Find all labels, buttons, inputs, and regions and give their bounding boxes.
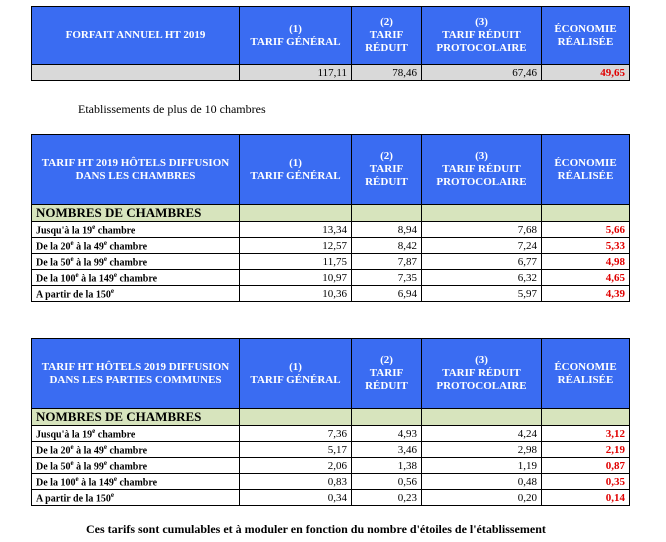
section-label: NOMBRES DE CHAMBRES bbox=[32, 409, 240, 426]
col-header-economie: ÉCONOMIE RÉALISÉE bbox=[542, 7, 630, 65]
value-economie: 5,33 bbox=[542, 238, 630, 254]
col-header-economie: ÉCONOMIE RÉALISÉE bbox=[542, 135, 630, 205]
section-filler bbox=[352, 205, 422, 222]
value-reduit: 0,56 bbox=[352, 474, 422, 490]
value-economie: 4,98 bbox=[542, 254, 630, 270]
value-protocolaire: 0,48 bbox=[422, 474, 542, 490]
col-header-economie: ÉCONOMIE RÉALISÉE bbox=[542, 339, 630, 409]
value-reduit: 1,38 bbox=[352, 458, 422, 474]
table3-body bbox=[32, 426, 630, 506]
row-label: Jusqu'à la 19e chambre bbox=[32, 222, 240, 238]
col-header-tarif-protocolaire: (3) TARIF RÉDUIT PROTOCOLAIRE bbox=[422, 339, 542, 409]
value-economie: 3,12 bbox=[542, 426, 630, 442]
value-economie: 2,19 bbox=[542, 442, 630, 458]
table-row bbox=[32, 442, 630, 458]
value-reduit: 3,46 bbox=[352, 442, 422, 458]
row-label: De la 20e à la 49e chambre bbox=[32, 238, 240, 254]
row-label: De la 50e à la 99e chambre bbox=[32, 254, 240, 270]
value-protocolaire: 7,68 bbox=[422, 222, 542, 238]
section-filler bbox=[422, 205, 542, 222]
value-economie: 0,35 bbox=[542, 474, 630, 490]
col-header-tarif-general: (1) TARIF GÉNÉRAL bbox=[240, 7, 352, 65]
table2-title: TARIF HT 2019 HÔTELS DIFFUSION DANS LES CHAMBRES bbox=[32, 135, 240, 205]
section-filler bbox=[240, 409, 352, 426]
establishment-note: Etablissements de plus de 10 chambres bbox=[78, 102, 266, 116]
footer-note: Ces tarifs sont cumulables et à moduler en fonction du nombre d'étoiles de l'établissement bbox=[86, 522, 546, 536]
value-reduit: 7,87 bbox=[352, 254, 422, 270]
row-label: A partir de la 150e bbox=[32, 490, 240, 506]
col-header-tarif-general: (1) TARIF GÉNÉRAL bbox=[240, 339, 352, 409]
table1-value-protocolaire: 67,46 bbox=[422, 65, 542, 81]
col-header-tarif-protocolaire: (3) TARIF RÉDUIT PROTOCOLAIRE bbox=[422, 7, 542, 65]
value-general: 10,36 bbox=[240, 286, 352, 302]
table1-value-reduit: 78,46 bbox=[352, 65, 422, 81]
table-row bbox=[32, 238, 630, 254]
row-label: De la 50e à la 99e chambre bbox=[32, 458, 240, 474]
col-header-tarif-reduit: (2) TARIF RÉDUIT bbox=[352, 135, 422, 205]
row-label: De la 100e à la 149e chambre bbox=[32, 474, 240, 490]
value-general: 0,34 bbox=[240, 490, 352, 506]
table3-title: TARIF HT HÔTELS 2019 DIFFUSION DANS LES PARTIES COMMUNES bbox=[32, 339, 240, 409]
value-general: 7,36 bbox=[240, 426, 352, 442]
value-general: 12,57 bbox=[240, 238, 352, 254]
section-filler bbox=[240, 205, 352, 222]
table1-empty-cell bbox=[32, 65, 240, 81]
table-row bbox=[32, 490, 630, 506]
hotels-chambres-table bbox=[31, 134, 630, 302]
value-economie: 0,87 bbox=[542, 458, 630, 474]
section-filler bbox=[542, 409, 630, 426]
value-general: 13,34 bbox=[240, 222, 352, 238]
table-row bbox=[32, 474, 630, 490]
value-protocolaire: 0,20 bbox=[422, 490, 542, 506]
value-protocolaire: 2,98 bbox=[422, 442, 542, 458]
table-row bbox=[32, 222, 630, 238]
value-protocolaire: 1,19 bbox=[422, 458, 542, 474]
forfait-annuel-table bbox=[31, 6, 630, 81]
value-reduit: 8,42 bbox=[352, 238, 422, 254]
row-label: De la 100e à la 149e chambre bbox=[32, 270, 240, 286]
value-protocolaire: 5,97 bbox=[422, 286, 542, 302]
value-economie: 0,14 bbox=[542, 490, 630, 506]
table1-title: FORFAIT ANNUEL HT 2019 bbox=[32, 7, 240, 65]
value-reduit: 4,93 bbox=[352, 426, 422, 442]
row-label: De la 20e à la 49e chambre bbox=[32, 442, 240, 458]
value-general: 0,83 bbox=[240, 474, 352, 490]
row-label: Jusqu'à la 19e chambre bbox=[32, 426, 240, 442]
section-filler bbox=[542, 205, 630, 222]
col-header-tarif-general: (1) TARIF GÉNÉRAL bbox=[240, 135, 352, 205]
value-economie: 4,39 bbox=[542, 286, 630, 302]
value-protocolaire: 7,24 bbox=[422, 238, 542, 254]
value-protocolaire: 4,24 bbox=[422, 426, 542, 442]
table1-value-economie: 49,65 bbox=[542, 65, 630, 81]
col-header-tarif-reduit: (2) TARIF RÉDUIT bbox=[352, 7, 422, 65]
value-general: 2,06 bbox=[240, 458, 352, 474]
col-header-tarif-protocolaire: (3) TARIF RÉDUIT PROTOCOLAIRE bbox=[422, 135, 542, 205]
value-economie: 4,65 bbox=[542, 270, 630, 286]
table-row bbox=[32, 458, 630, 474]
value-reduit: 6,94 bbox=[352, 286, 422, 302]
col-header-tarif-reduit: (2) TARIF RÉDUIT bbox=[352, 339, 422, 409]
section-filler bbox=[422, 409, 542, 426]
table-row bbox=[32, 286, 630, 302]
value-reduit: 7,35 bbox=[352, 270, 422, 286]
section-label: NOMBRES DE CHAMBRES bbox=[32, 205, 240, 222]
value-general: 10,97 bbox=[240, 270, 352, 286]
table2-body bbox=[32, 222, 630, 302]
value-economie: 5,66 bbox=[542, 222, 630, 238]
table1-value-general: 117,11 bbox=[240, 65, 352, 81]
table-row bbox=[32, 254, 630, 270]
section-filler bbox=[352, 409, 422, 426]
value-protocolaire: 6,32 bbox=[422, 270, 542, 286]
value-protocolaire: 6,77 bbox=[422, 254, 542, 270]
table-row bbox=[32, 426, 630, 442]
value-general: 5,17 bbox=[240, 442, 352, 458]
value-reduit: 0,23 bbox=[352, 490, 422, 506]
hotels-parties-communes-table bbox=[31, 338, 630, 506]
row-label: A partir de la 150e bbox=[32, 286, 240, 302]
table-row bbox=[32, 270, 630, 286]
value-reduit: 8,94 bbox=[352, 222, 422, 238]
value-general: 11,75 bbox=[240, 254, 352, 270]
